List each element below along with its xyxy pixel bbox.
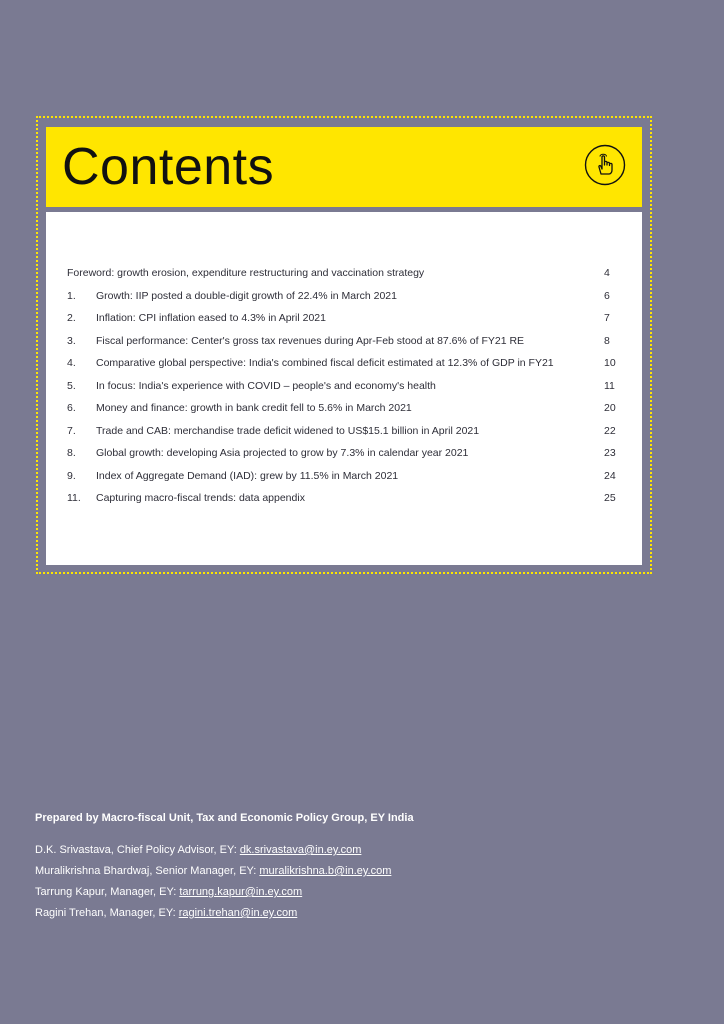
- page-title: Contents: [62, 138, 275, 196]
- toc-number: 4.: [67, 357, 76, 369]
- toc-number: 3.: [67, 334, 76, 347]
- toc-row[interactable]: [67, 356, 619, 379]
- toc-page-number: 6: [604, 289, 610, 302]
- toc-title: Trade and CAB: merchandise trade deficit widened to US$15.1 billion in April 2021: [96, 424, 480, 437]
- toc-title: Inflation: CPI inflation eased to 4.3% in April 2021: [96, 312, 326, 324]
- contact-row: [35, 906, 391, 927]
- toc-page-number: 22: [604, 424, 616, 437]
- toc-number: 11.: [67, 492, 81, 504]
- toc-page-number: 20: [604, 402, 616, 414]
- toc-title: Foreword: growth erosion, expenditure restructuring and vaccination strategy: [67, 267, 425, 279]
- contact-email-link[interactable]: ragini.trehan@in.ey.com: [178, 907, 298, 919]
- contact-email-link[interactable]: dk.srivastava@in.ey.com: [239, 844, 362, 856]
- contents-header: [46, 127, 642, 207]
- contact-row: [35, 864, 391, 885]
- contact-name: Ragini Trehan, Manager, EY:: [35, 907, 179, 919]
- toc-page-number: 24: [604, 469, 616, 482]
- toc-page-number: 7: [604, 312, 610, 324]
- toc-row[interactable]: [67, 311, 619, 334]
- toc-row[interactable]: [67, 379, 619, 402]
- toc-row[interactable]: [67, 491, 619, 514]
- contents-panel: [46, 212, 642, 565]
- toc-number: 8.: [67, 447, 76, 459]
- toc-row-foreword[interactable]: [67, 266, 619, 289]
- toc-page-number: 11: [604, 379, 615, 392]
- toc-row[interactable]: [67, 469, 619, 492]
- toc-page-number: 23: [604, 447, 616, 459]
- toc-title: Index of Aggregate Demand (IAD): grew by 11.5% in March 2021: [96, 469, 399, 482]
- contact-name: D.K. Srivastava, Chief Policy Advisor, EY:: [35, 844, 240, 856]
- toc-page-number: 8: [604, 334, 610, 347]
- contact-name: Tarrung Kapur, Manager, EY:: [35, 886, 180, 898]
- contact-email-link[interactable]: tarrung.kapur@in.ey.com: [179, 886, 303, 898]
- toc-title: Fiscal performance: Center's gross tax revenues during Apr-Feb stood at 87.6% of FY21 RE: [96, 334, 525, 347]
- hand-pointer-icon[interactable]: [584, 144, 626, 186]
- toc-page-number: 4: [604, 267, 610, 279]
- prepared-by-heading: Prepared by Macro-fiscal Unit, Tax and Economic Policy Group, EY India: [35, 812, 414, 824]
- toc-title: Capturing macro-fiscal trends: data appendix: [96, 492, 305, 504]
- toc-row[interactable]: [67, 446, 619, 469]
- toc-row[interactable]: [67, 401, 619, 424]
- toc-row[interactable]: [67, 289, 619, 312]
- toc-number: 5.: [67, 379, 76, 392]
- contact-email-link[interactable]: muralikrishna.b@in.ey.com: [259, 865, 392, 877]
- toc-row[interactable]: [67, 334, 619, 357]
- table-of-contents: [67, 266, 619, 514]
- toc-number: 2.: [67, 312, 76, 324]
- toc-page-number: 10: [604, 357, 616, 369]
- toc-row[interactable]: [67, 424, 619, 447]
- toc-title: Comparative global perspective: India's combined fiscal deficit estimated at 12.3% of GDP in FY21: [96, 357, 554, 369]
- toc-title: Growth: IIP posted a double-digit growth of 22.4% in March 2021: [96, 289, 397, 302]
- toc-number: 9.: [67, 469, 76, 482]
- contacts-list: [35, 843, 391, 927]
- toc-page-number: 25: [604, 492, 616, 504]
- toc-title: Global growth: developing Asia projected to grow by 7.3% in calendar year 2021: [96, 447, 469, 459]
- toc-number: 1.: [67, 289, 76, 302]
- toc-number: 6.: [67, 402, 76, 414]
- contact-row: [35, 843, 391, 864]
- toc-title: Money and finance: growth in bank credit fell to 5.6% in March 2021: [96, 402, 412, 414]
- contact-name: Muralikrishna Bhardwaj, Senior Manager, EY:: [35, 865, 260, 877]
- toc-title: In focus: India's experience with COVID – people's and economy's health: [96, 379, 436, 392]
- toc-number: 7.: [67, 424, 76, 437]
- contact-row: [35, 885, 391, 906]
